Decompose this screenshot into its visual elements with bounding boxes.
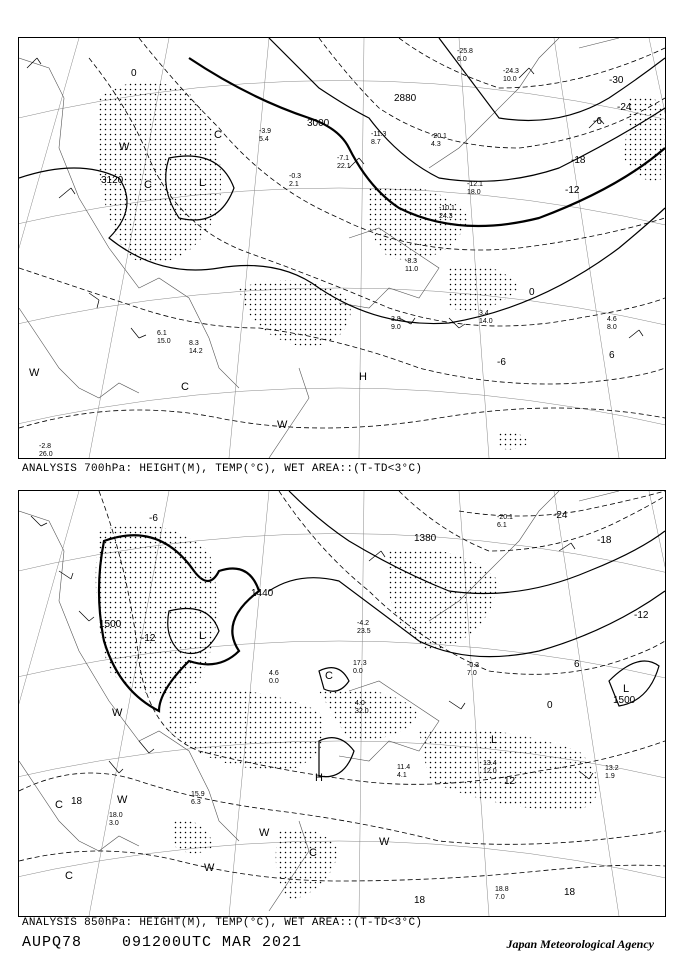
station-temp: 13.2 [605, 765, 619, 772]
station-dewpoint-depression: 0.0 [353, 668, 363, 675]
station-dewpoint-depression: 6.0 [457, 56, 467, 63]
temp-label: 18 [71, 796, 83, 807]
station-temp: 18.0 [109, 812, 123, 819]
station-dewpoint-depression: 3.0 [109, 820, 119, 827]
temp-label: 0 [131, 68, 137, 79]
station-temp: -7.1 [337, 155, 350, 162]
station-dewpoint-depression: 4.1 [397, 772, 407, 779]
height-label: 3000 [307, 118, 330, 129]
station-dewpoint-depression: 8.7 [371, 139, 381, 146]
height-label: 2880 [394, 93, 417, 104]
station-dewpoint-depression: 5.4 [259, 136, 269, 143]
temp-label: -24 [553, 510, 568, 521]
station-dewpoint-depression: 26.0 [39, 451, 53, 458]
station-dewpoint-depression: 1.9 [605, 773, 615, 780]
station-temp: 15.9 [191, 791, 205, 798]
station-dewpoint-depression: 9.0 [391, 324, 401, 331]
station-temp: -10.1 [439, 205, 455, 212]
map-850hpa-svg [19, 491, 665, 916]
station-dewpoint-depression: 8.0 [607, 324, 617, 331]
station-dewpoint-depression: 12.0 [483, 768, 497, 775]
caption-850hpa: ANALYSIS 850hPa: HEIGHT(M), TEMP(°C), WET AREA::(T-TD<3°C) [22, 917, 423, 929]
warm-symbol: W [204, 862, 215, 874]
high-symbol: H [315, 772, 323, 784]
station-dewpoint-depression: 14.2 [189, 348, 203, 355]
temp-label: -6 [497, 357, 506, 368]
temp-label: -30 [609, 75, 624, 86]
station-temp: -2.8 [39, 443, 52, 450]
cold-symbol: C [65, 870, 73, 882]
warm-symbol: W [29, 367, 40, 379]
warm-symbol: W [277, 419, 288, 431]
low-symbol: L [623, 683, 630, 695]
temp-label: -12 [634, 610, 649, 621]
station-temp: 11.4 [397, 764, 411, 771]
station-temp: -0.3 [467, 662, 480, 669]
station-dewpoint-depression: 2.1 [289, 181, 299, 188]
station-dewpoint-depression: 0.0 [269, 678, 279, 685]
cold-symbol: C [309, 847, 317, 859]
cold-symbol: C [325, 670, 333, 682]
agency-name: Japan Meteorological Agency [506, 937, 654, 951]
station-dewpoint-depression: 15.0 [157, 338, 171, 345]
station-dewpoint-depression: 4.3 [431, 141, 441, 148]
cold-symbol: C [181, 381, 189, 393]
station-dewpoint-depression: 10.0 [503, 76, 517, 83]
height-label: 1380 [414, 533, 437, 544]
station-dewpoint-depression: 11.0 [405, 266, 419, 273]
station-temp: -25.8 [457, 48, 473, 55]
station-temp: 8.3 [189, 340, 199, 347]
warm-symbol: W [112, 707, 123, 719]
high-symbol: H [359, 371, 367, 383]
temp-label: -6 [593, 116, 602, 127]
cold-symbol: C [144, 179, 152, 191]
station-temp: 3.4 [479, 310, 489, 317]
chart-identifier [22, 934, 302, 951]
station-temp: -8.3 [405, 258, 418, 265]
station-dewpoint-depression: 7.0 [467, 670, 477, 677]
station-temp: -0.3 [289, 173, 302, 180]
station-temp: 3.8 [391, 316, 401, 323]
station-dewpoint-depression: 22.1 [337, 163, 351, 170]
warm-symbol: W [117, 794, 128, 806]
low-symbol: L [491, 734, 498, 746]
cold-symbol: C [55, 799, 63, 811]
station-dewpoint-depression: 6.1 [497, 522, 507, 529]
station-dewpoint-depression: 14.0 [479, 318, 493, 325]
temp-label: -6 [149, 513, 158, 524]
low-symbol: L [199, 630, 206, 642]
caption-700hpa: ANALYSIS 700hPa: HEIGHT(M), TEMP(°C), WET AREA::(T-TD<3°C) [22, 463, 423, 475]
station-temp: 4.6 [269, 670, 279, 677]
station-temp: -12.1 [467, 181, 483, 188]
station-temp: -20.1 [431, 133, 447, 140]
station-temp: 18.8 [495, 886, 509, 893]
station-dewpoint-depression: 6.3 [191, 799, 201, 806]
temp-label: -18 [571, 155, 586, 166]
low-symbol: L [199, 177, 206, 189]
warm-symbol: W [259, 827, 270, 839]
station-temp: -4.2 [357, 620, 370, 627]
temp-label: 6 [609, 350, 615, 361]
temp-label: -18 [597, 535, 612, 546]
temp-label: 0 [529, 287, 535, 298]
station-temp: 17.3 [353, 660, 367, 667]
warm-symbol: W [379, 836, 390, 848]
height-label: 1500 [613, 695, 636, 706]
temp-label: -12 [565, 185, 580, 196]
height-label: 3120 [101, 175, 124, 186]
temp-label: -12 [141, 633, 156, 644]
temp-label: 6 [574, 659, 580, 670]
valid-time: 091200UTC MAR 2021 [122, 934, 303, 951]
temp-label: 18 [414, 895, 426, 906]
station-temp: 4.6 [607, 316, 617, 323]
station-dewpoint-depression: 23.5 [357, 628, 371, 635]
station-temp: 4.0 [355, 700, 365, 707]
map-700hpa-svg [19, 38, 665, 458]
station-temp: -3.9 [259, 128, 272, 135]
warm-symbol: W [119, 141, 130, 153]
map-panel-850hpa [18, 490, 666, 917]
station-dewpoint-depression: 18.0 [467, 189, 481, 196]
station-temp: 6.1 [157, 330, 167, 337]
chart-code: AUPQ78 [22, 934, 83, 951]
height-label: 1500 [99, 619, 122, 630]
station-temp: -24.3 [503, 68, 519, 75]
station-temp: -20.1 [497, 514, 513, 521]
temp-label: -24 [617, 102, 632, 113]
height-label: 1440 [251, 588, 274, 599]
temp-label: 12 [504, 776, 516, 787]
station-temp: -11.3 [371, 131, 387, 138]
cold-symbol: C [214, 129, 222, 141]
temp-label: 0 [547, 700, 553, 711]
station-dewpoint-depression: 32.0 [355, 708, 369, 715]
station-temp: 13.4 [483, 760, 497, 767]
temp-label: 18 [564, 887, 576, 898]
map-panel-700hpa [18, 37, 666, 459]
station-dewpoint-depression: 24.3 [439, 213, 453, 220]
station-dewpoint-depression: 7.0 [495, 894, 505, 901]
